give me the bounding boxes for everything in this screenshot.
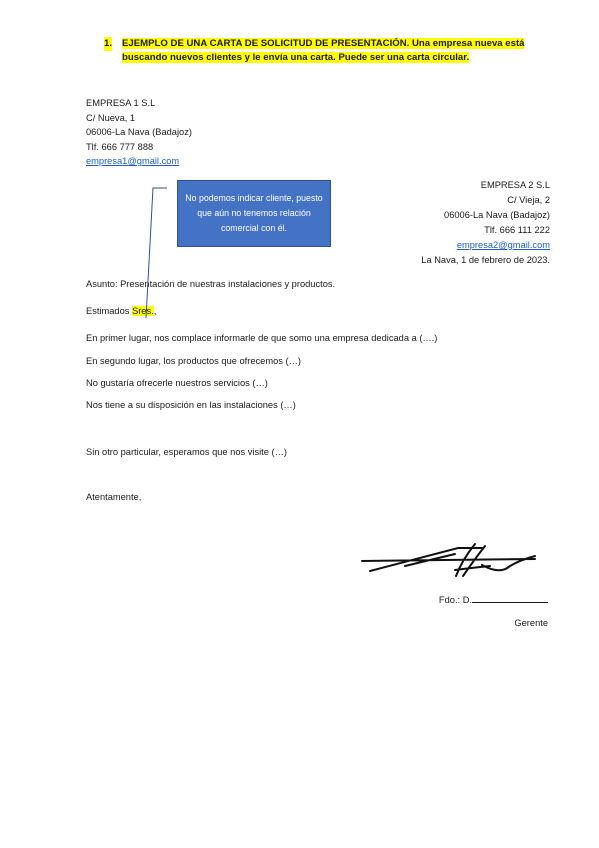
recipient-email-link[interactable]: empresa2@gmail.com: [456, 240, 550, 250]
signature-line: [439, 593, 548, 605]
subject-line: Asunto: Presentación de nuestras instalaciones y productos.: [86, 279, 336, 289]
paragraph-1: En primer lugar, nos complace informarle de que somo una empresa dedicada a (….): [86, 333, 438, 343]
heading-text: EJEMPLO DE UNA CARTA DE SOLICITUD DE PRESENTACIÓN. Una empresa nueva está buscando nuevos clientes y le envía una carta. Puede ser una carta circular.: [122, 38, 525, 63]
callout-connector-line: [146, 188, 167, 318]
comment-callout-text: No podemos indicar cliente, puesto que aún no tenemos relación comercial con él.: [185, 193, 323, 233]
sender-city: 06006-La Nava (Badajoz): [86, 127, 192, 137]
heading-number: 1.: [104, 38, 113, 49]
greeting-highlight: Sres.: [132, 306, 154, 316]
paragraph-3: No gustaría ofrecerle nuestros servicios (…): [86, 378, 268, 388]
signature-scribble: [362, 544, 535, 576]
closing-line: Sin otro particular, esperamos que nos visite (…): [86, 447, 288, 457]
recipient-name: EMPRESA 2 S.L: [480, 180, 550, 190]
letter-date: La Nava, 1 de febrero de 2023.: [421, 255, 550, 265]
signer-role: Gerente: [514, 618, 548, 628]
sender-street: C/ Nueva, 1: [86, 112, 136, 123]
recipient-phone: Tlf. 666 111 222: [484, 225, 550, 235]
recipient-street: C/ Vieja, 2: [507, 195, 550, 205]
recipient-city: 06006-La Nava (Badajoz): [444, 210, 550, 220]
paragraph-4: Nos tiene a su disposición en las instalaciones (…): [86, 400, 296, 410]
sender-email-link[interactable]: empresa1@gmail.com: [86, 156, 180, 166]
farewell: Atentamente,: [86, 492, 142, 502]
sender-phone: Tlf. 666 777 888: [86, 141, 154, 152]
paragraph-2: En segundo lugar, los productos que ofrecemos (…): [86, 356, 301, 366]
greeting-prefix: Estimados: [86, 306, 132, 316]
fdo-label: Fdo.: D.: [438, 595, 472, 605]
sender-name: EMPRESA 1 S.L: [86, 98, 156, 108]
greeting-suffix: ,: [153, 306, 157, 316]
signature-blank: [472, 593, 548, 603]
